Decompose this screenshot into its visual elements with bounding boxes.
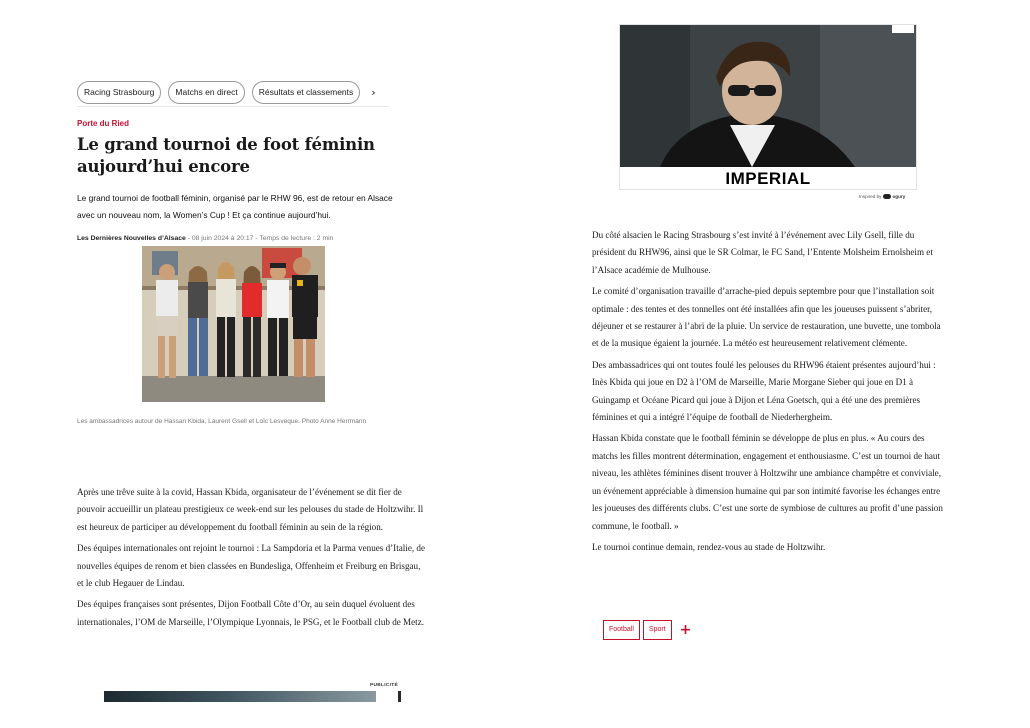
article-photo[interactable] <box>142 246 325 402</box>
article-body-right <box>592 227 944 560</box>
photo-caption: Les ambassadrices autour de Hassan Kbida, Laurent Gsell et Loïc Lesveque. Photo Anne Herrmann <box>77 418 367 425</box>
article-title: Le grand tournoi de foot féminin aujourd’hui encore <box>77 135 375 176</box>
ad-marker <box>398 691 401 702</box>
ogury-logo-icon <box>883 194 891 199</box>
paragraph: Des ambassadrices qui ont toutes foulé les pelouses du RHW96 étaient présentes aujourd’hui : Inès Kbida qui joue en D2 à l’OM de Marseille, Marie Morgane Sieber qui joue en D1 à Guingamp et Océane Picard qui joue à Dijon et Léna Goetsch, qui a été une des premières féminines et qui a intégré l’équipe de football de Niederhergheim. <box>592 359 936 423</box>
article-tags <box>603 620 691 640</box>
article-category[interactable]: Porte du Ried <box>77 119 130 128</box>
ad-close-corner[interactable] <box>892 25 914 33</box>
chip-matchs-en-direct[interactable]: Matchs en direct <box>168 81 244 104</box>
chip-racing-strasbourg[interactable]: Racing Strasbourg <box>77 81 161 104</box>
article-body-left <box>77 484 429 635</box>
tag-sport[interactable]: Sport <box>643 620 672 640</box>
ad-inspired-by: Inspired by <box>859 194 882 199</box>
paragraph: Des équipes internationales ont rejoint le tournoi : La Sampdoria et la Parma venues d’Italie, de nouvelles équipes de renom et bien classées en Bundesliga, Offenheim et Freiburg en Brisgau, et le club Hegauer de Lindau. <box>77 543 425 589</box>
paragraph: Hassan Kbida constate que le football féminin se développe de plus en plus. « Au cours des matchs les filles montrent détermination, engagement et enthousiasme. C’est un tournoi de haut niveau, les athlètes féminines disent trouver à Holtzwihr une ambiance champêtre et conviviale, un événement appréciable à dimension humaine qui par son intimité favorise les échanges entre les joueuses des différents clubs. C’est une sorte de symbiose de cultures au profit d’une passion commune, le football. » <box>592 433 943 531</box>
group-photo-illustration <box>142 246 325 402</box>
chevron-right-icon[interactable]: › <box>371 85 376 99</box>
ad-attribution <box>859 194 905 199</box>
paragraph: Le tournoi continue demain, rendez-vous au stade de Holtzwihr. <box>592 541 826 552</box>
paragraph: Du côté alsacien le Racing Strasbourg s’est invité à l’événement avec Lily Gsell, fille du président du RHW96, ainsi que le SR Colmar, le FC Sand, l’Entente Molsheim Ernolsheim et l’Alsace académie de Mulhouse. <box>592 230 933 275</box>
tag-football[interactable]: Football <box>603 620 640 640</box>
ad-image[interactable] <box>620 25 916 167</box>
publicite-label: PUBLICITÉ <box>370 683 399 688</box>
article-source: Les Dernières Nouvelles d’Alsace <box>77 235 186 242</box>
bottom-ad-banner[interactable] <box>104 691 376 702</box>
paragraph: Des équipes françaises sont présentes, Dijon Football Côte d’Or, au sein duquel évoluent des internationales, l’OM de Marseille, l’Olympique Lyonnais, le PSG, et le Football club de Metz. <box>77 599 425 627</box>
article-meta: - 08 juin 2024 à 20:17 - Temps de lecture : 2 min <box>185 235 334 242</box>
article-left-column <box>77 80 425 688</box>
ad-brand: IMPERIAL <box>725 169 811 188</box>
nav-divider <box>77 106 389 107</box>
article-chapo: Le grand tournoi de football féminin, organisé par le RHW 96, est de retour en Alsace avec un nouveau nom, la Women’s Cup ! Et ça continue aujourd’hui. <box>77 193 393 220</box>
imperial-ad[interactable] <box>619 24 917 190</box>
plus-icon[interactable]: + <box>679 622 692 638</box>
article-byline <box>77 235 397 242</box>
ad-portrait-illustration <box>620 25 916 167</box>
paragraph: Après une trêve suite à la covid, Hassan Kbida, organisateur de l’événement se dit fier de pouvoir accueillir un plateau prestigieux ce week-end sur les pelouses du stade de Holtzwihr. Il est heureux de participer au développement du football féminin au sein de la région. <box>77 487 424 532</box>
paragraph: Le comité d’organisation travaille d’arrache-pied depuis septembre pour que l’installation soit optimale : des tentes et des tonnelles ont été installées afin que les joueuses puissent s’abriter, déjeuner et se restaurer à l’abri de la pluie. Un service de restauration, une buvette, une tombola et de la musique égaient la journée. La météo est heureusement relativement clémente. <box>592 286 941 349</box>
ad-inspired-brand: ogury <box>892 194 906 199</box>
chip-resultats-classements[interactable]: Résultats et classements <box>252 81 360 104</box>
topic-nav <box>77 80 397 104</box>
